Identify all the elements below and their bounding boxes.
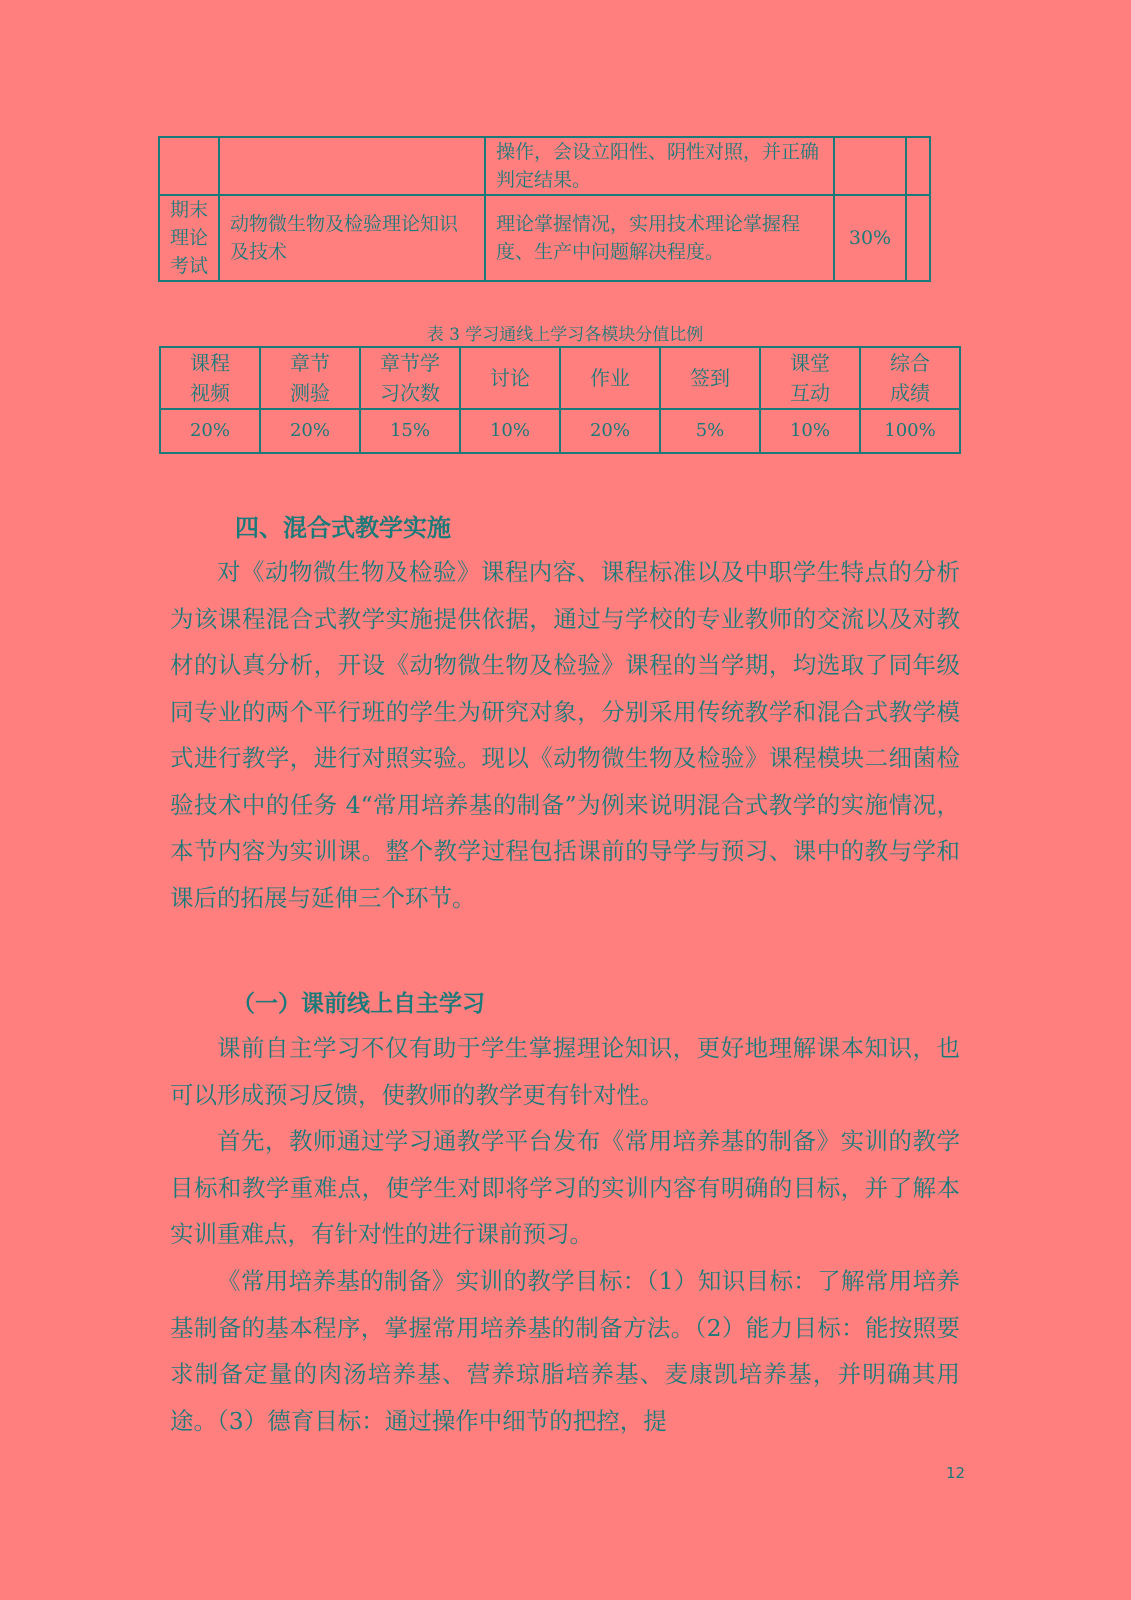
table-header-cell: 签到 bbox=[660, 347, 760, 409]
table-header-cell: 综合成绩 bbox=[860, 347, 960, 409]
assessment-table-continuation bbox=[158, 136, 931, 282]
table-cell bbox=[906, 195, 930, 281]
table-header-cell: 讨论 bbox=[460, 347, 560, 409]
table-cell: 10% bbox=[460, 409, 560, 453]
table-cell: 动物微生物及检验理论知识及技术 bbox=[219, 195, 485, 281]
table-cell: 20% bbox=[160, 409, 260, 453]
table-header-cell: 章节学习次数 bbox=[360, 347, 460, 409]
table-cell bbox=[159, 137, 219, 195]
section-heading: 四、混合式教学实施 bbox=[235, 514, 451, 542]
table-header-cell: 课堂互动 bbox=[760, 347, 860, 409]
table-cell: 操作，会设立阳性、阴性对照，并正确判定结果。 bbox=[485, 137, 834, 195]
paragraph: 课前自主学习不仅有助于学生掌握理论知识，更好地理解课本知识，也可以形成预习反馈，使教师的教学更有针对性。 bbox=[170, 1034, 960, 1109]
table-caption: 表 3 学习通线上学习各模块分值比例 bbox=[426, 325, 704, 345]
table-cell: 15% bbox=[360, 409, 460, 453]
module-score-table bbox=[159, 346, 961, 454]
paragraph: 《常用培养基的制备》实训的教学目标：（1）知识目标：了解常用培养基制备的基本程序，掌握常用培养基的制备方法。（2）能力目标：能按照要求制备定量的肉汤培养基、营养琼脂培养基、麦康凯培养基，并明确其用途。（3）德育目标：通过操作中细节的把控，提 bbox=[170, 1267, 960, 1435]
table-cell: 10% bbox=[760, 409, 860, 453]
table-cell: 5% bbox=[660, 409, 760, 453]
table-cell bbox=[219, 137, 485, 195]
table-cell: 20% bbox=[560, 409, 660, 453]
subsection-heading: （一）课前线上自主学习 bbox=[232, 991, 485, 1017]
table-cell: 100% bbox=[860, 409, 960, 453]
table-header-cell: 作业 bbox=[560, 347, 660, 409]
table-header-cell: 课程视频 bbox=[160, 347, 260, 409]
table-cell bbox=[834, 137, 906, 195]
table-cell: 20% bbox=[260, 409, 360, 453]
table-cell bbox=[906, 137, 930, 195]
paragraph: 对《动物微生物及检验》课程内容、课程标准以及中职学生特点的分析为该课程混合式教学实施提供依据，通过与学校的专业教师的交流以及对教材的认真分析，开设《动物微生物及检验》课程的当学期，均选取了同年级同专业的两个平行班的学生为研究对象，分别采用传统教学和混合式教学模式进行教学，进行对照实验。现以《动物微生物及检验》课程模块二细菌检验技术中的任务 4“常用培养基的制备”为例来说明混合式教学的实施情况，本节内容为实训课。整个教学过程包括课前的导学与预习、课中的教与学和课后的拓展与延伸三个环节。 bbox=[170, 558, 960, 912]
table-cell: 30% bbox=[834, 195, 906, 281]
table-cell: 期末理论考试 bbox=[159, 195, 219, 281]
page-number: 12 bbox=[946, 1464, 966, 1482]
table-cell: 理论掌握情况，实用技术理论掌握程度、生产中问题解决程度。 bbox=[485, 195, 834, 281]
table-header-cell: 章节测验 bbox=[260, 347, 360, 409]
paragraph: 首先，教师通过学习通教学平台发布《常用培养基的制备》实训的教学目标和教学重难点，使学生对即将学习的实训内容有明确的目标，并了解本实训重难点，有针对性的进行课前预习。 bbox=[170, 1127, 960, 1248]
